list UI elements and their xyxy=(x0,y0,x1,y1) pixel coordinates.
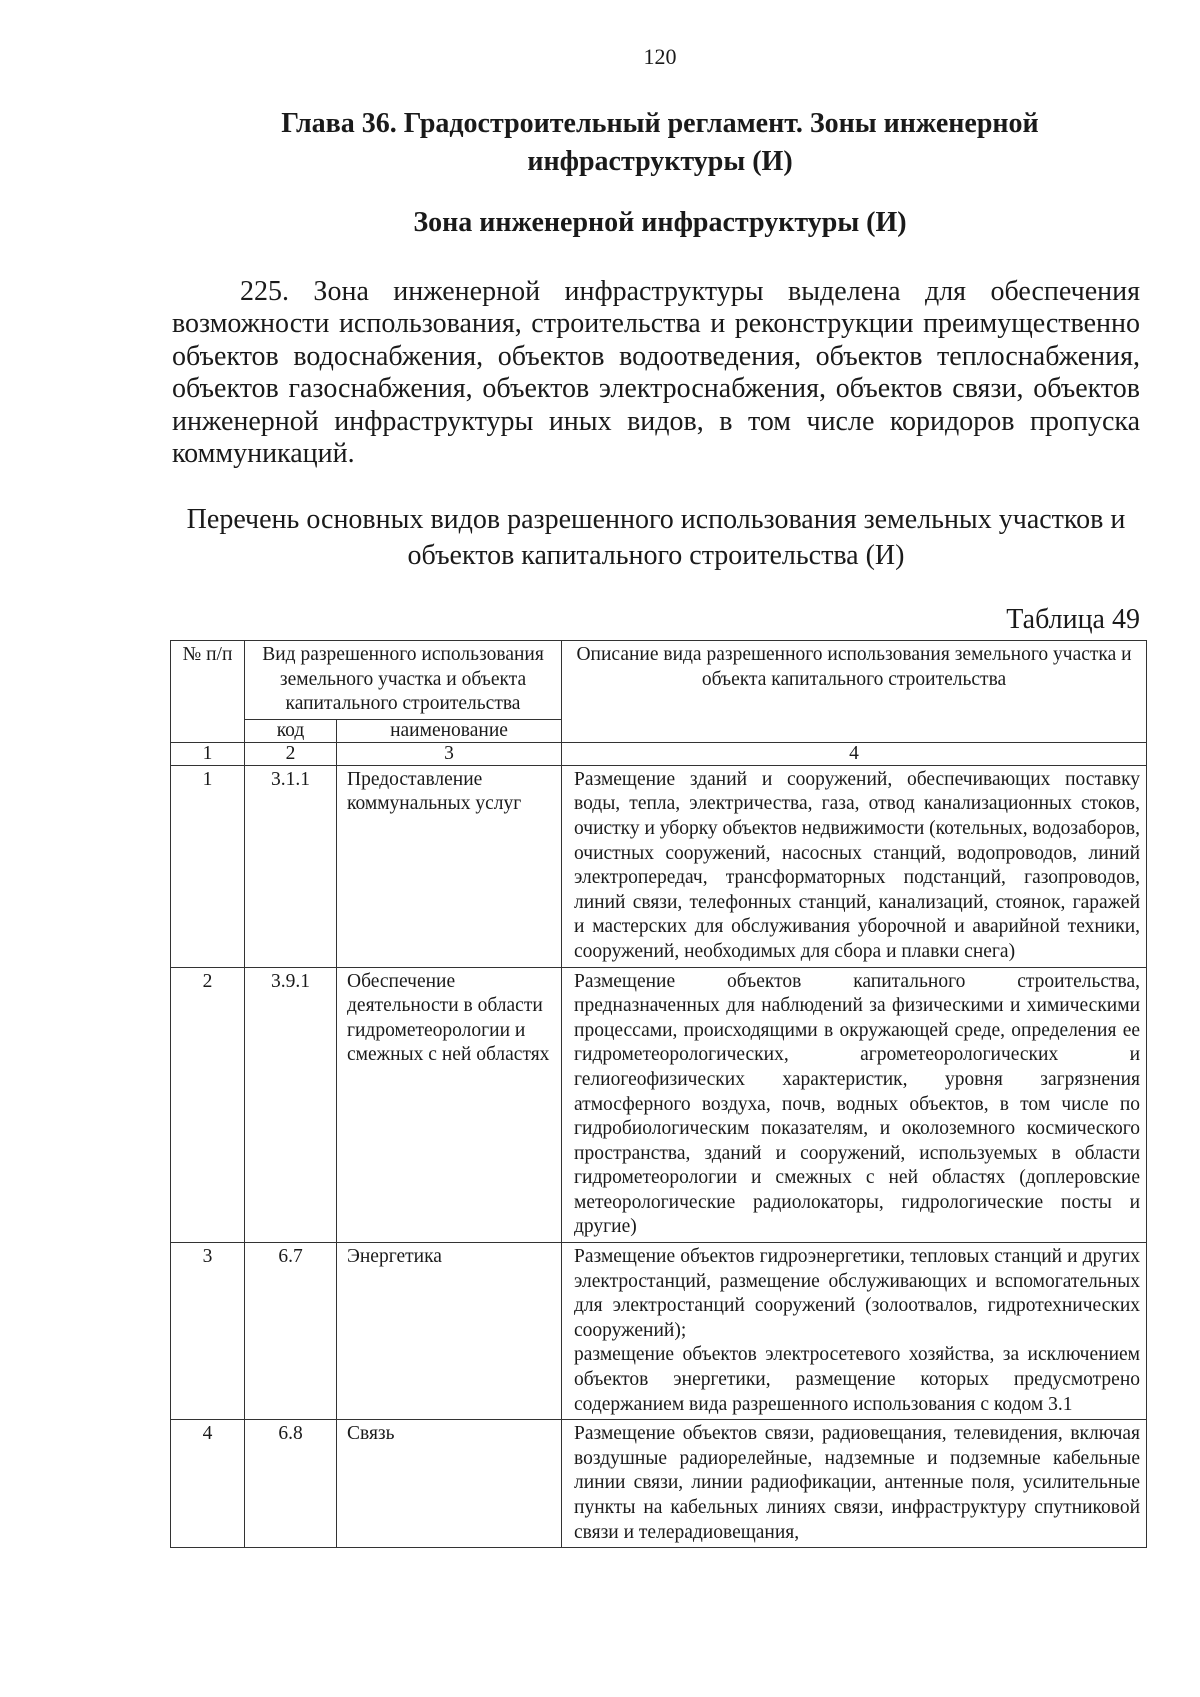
land-use-table xyxy=(170,640,1147,1548)
row-name: Связь xyxy=(337,1420,562,1548)
row-description-part-1: Размещение объектов гидроэнергетики, тепловых станций и других электростанций, размещение обслуживающих и вспомогательных для электростанций сооружений (золоотвалов, гидротехнических сооружений); xyxy=(574,1246,1141,1341)
table-header-row xyxy=(171,641,1147,720)
paragraph-225: 225. Зона инженерной инфраструктуры выделена для обеспечения возможности использования, строительства и реконструкции преимущественно объектов водоснабжения, объектов водоотведения, объектов теплоснабжения, объектов газоснабжения, объектов электроснабжения, объектов связи, объектов инженерной инфраструктуры иных видов, в том числе коридоров пропуска коммуникаций. xyxy=(172,276,1140,470)
column-number: 4 xyxy=(562,742,1147,765)
table-label: Таблица 49 xyxy=(1006,604,1140,635)
row-code: 6.7 xyxy=(245,1243,337,1420)
table-row xyxy=(171,765,1147,967)
list-title: Перечень основных видов разрешенного использования земельных участков и объектов капитального строительства (И) xyxy=(186,504,1126,571)
column-number: 3 xyxy=(337,742,562,765)
row-code: 3.1.1 xyxy=(245,765,337,967)
column-number: 2 xyxy=(245,742,337,765)
page-number: 120 xyxy=(643,44,677,69)
row-number: 1 xyxy=(171,765,245,967)
header-description: Описание вида разрешенного использования земельного участка и объекта капитального строительства xyxy=(562,641,1147,743)
header-code: код xyxy=(245,719,337,742)
column-number-row xyxy=(171,742,1147,765)
header-kind: Вид разрешенного использования земельного участка и объекта капитального строительства xyxy=(245,641,562,720)
row-name: Энергетика xyxy=(337,1243,562,1420)
row-code: 6.8 xyxy=(245,1420,337,1548)
row-description: Размещение объектов капитального строительства, предназначенных для наблюдений за физическими и химическими процессами, происходящими в окружающей среде, определения ее гидрометеорологических, агрометеорологических и гелиогеофизических характеристик, уровня загрязнения атмосферного воздуха, почв, водных объектов, в том числе по гидробиологическим показателям, и околоземного космического пространства, зданий и сооружений, используемых в области гидрометеорологии и смежных с ней областях (доплеровские метеорологические радиолокаторы, гидрологические посты и другие) xyxy=(562,967,1147,1243)
table-row xyxy=(171,1420,1147,1548)
table-row xyxy=(171,1243,1147,1420)
header-name: наименование xyxy=(337,719,562,742)
row-description: Размещение объектов связи, радиовещания, телевидения, включая воздушные радиорелейные, надземные и подземные кабельные линии связи, линии радиофикации, антенные поля, усилительные пункты на кабельных линиях связи, инфраструктуру спутниковой связи и телерадиовещания, xyxy=(562,1420,1147,1548)
row-name: Предоставление коммунальных услуг xyxy=(337,765,562,967)
column-number: 1 xyxy=(171,742,245,765)
row-number: 4 xyxy=(171,1420,245,1548)
row-name: Обеспечение деятельности в области гидрометеорологии и смежных с ней областях xyxy=(337,967,562,1243)
row-description: Размещение зданий и сооружений, обеспечивающих поставку воды, тепла, электричества, газа, отвод канализационных стоков, очистку и уборку объектов недвижимости (котельных, водозаборов, очистных сооружений, насосных станций, водопроводов, линий электропередач, трансформаторных подстанций, газопроводов, линий связи, телефонных станций, канализаций, стоянок, гаражей и мастерских для обслуживания уборочной и аварийной техники, сооружений, необходимых для сбора и плавки снега) xyxy=(562,765,1147,967)
table-row xyxy=(171,967,1147,1243)
row-description xyxy=(562,1243,1147,1420)
row-code: 3.9.1 xyxy=(245,967,337,1243)
row-description-part-2: размещение объектов электросетевого хозяйства, за исключением объектов энергетики, размещение которых предусмотрено содержанием вида разрешенного использования с кодом 3.1 xyxy=(574,1344,1141,1415)
zone-title: Зона инженерной инфраструктуры (И) xyxy=(413,207,907,238)
chapter-title: Глава 36. Градостроительный регламент. Зоны инженерной инфраструктуры (И) xyxy=(281,108,1039,177)
header-number: № п/п xyxy=(171,641,245,743)
row-number: 2 xyxy=(171,967,245,1243)
row-number: 3 xyxy=(171,1243,245,1420)
